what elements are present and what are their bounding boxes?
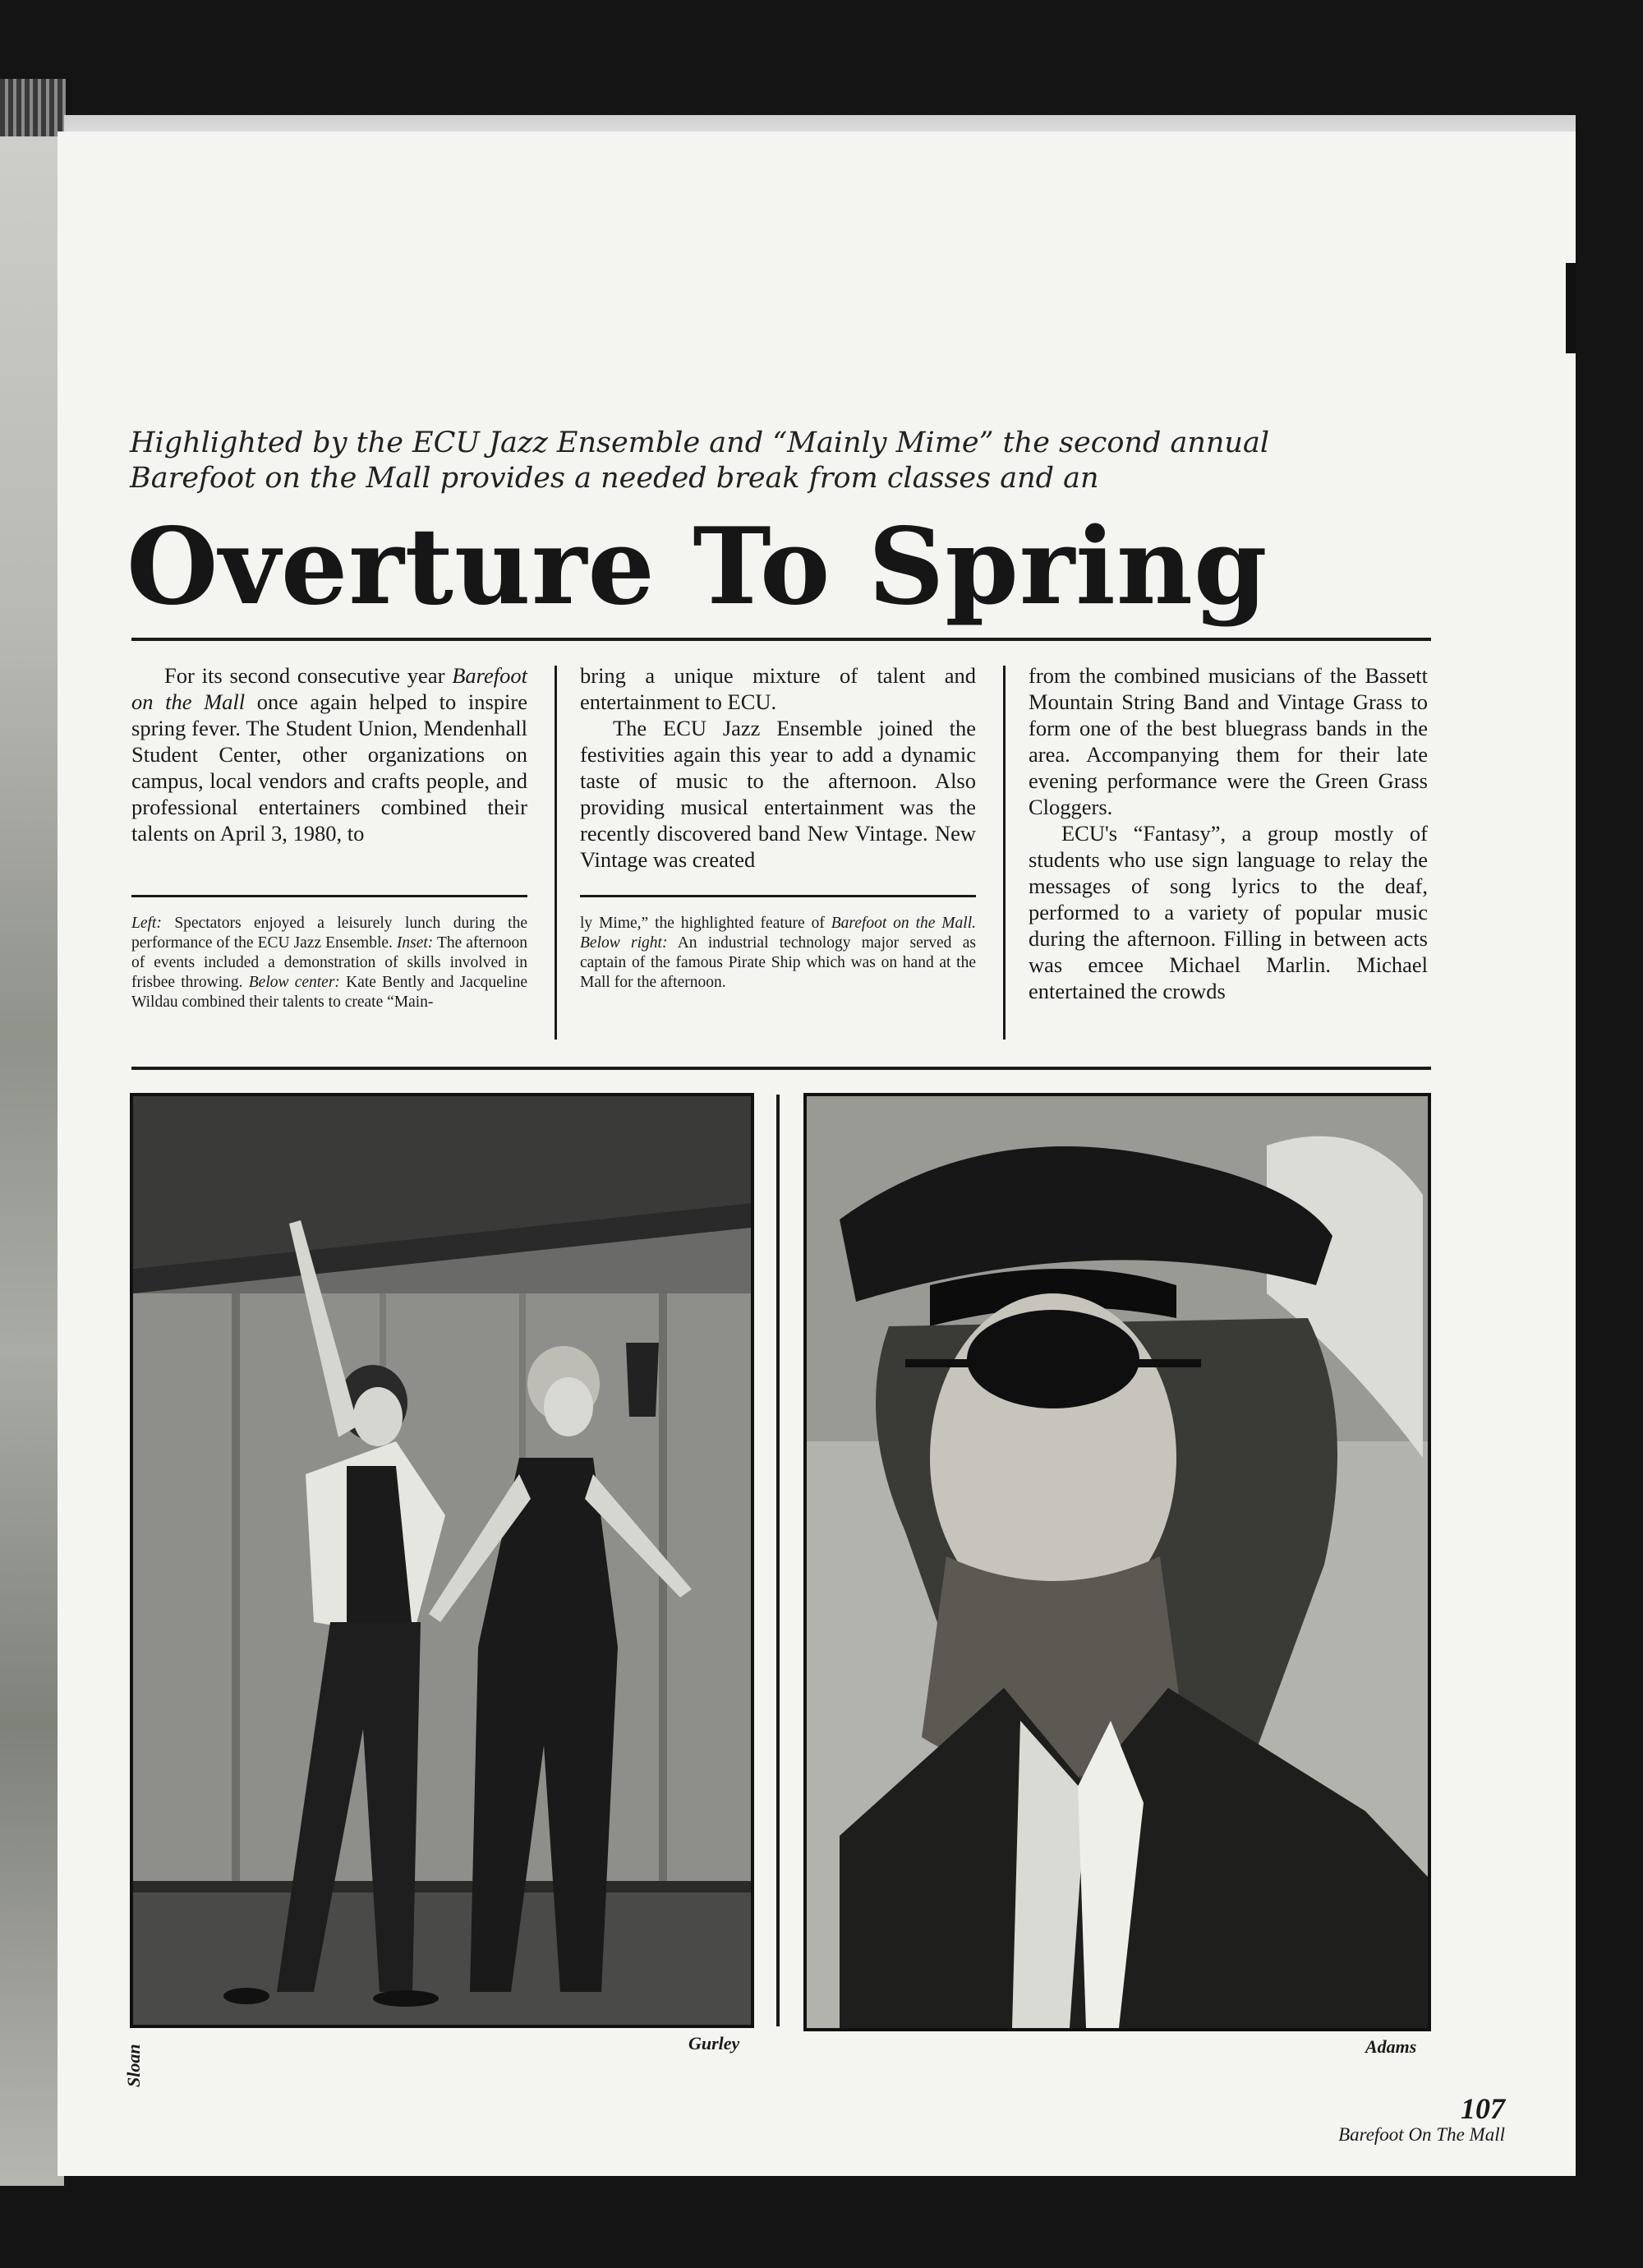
adjacent-page-photo-strip [0, 99, 64, 2186]
photo-caption-2: ly Mime,” the highlighted feature of Barefoot on the Mall. Below right: An industrial technology major served as captain of the famous Pirate Ship which was on hand at the Mall for the afternoon. [580, 915, 976, 991]
deck-line-2: Barefoot on the Mall provides a needed break from classes and an [130, 462, 1099, 495]
headline-deck [130, 426, 1362, 496]
pirate-captain-photo [803, 1093, 1431, 2031]
page-title: Overture To Spring [127, 505, 1268, 629]
dancers-illustration [133, 1096, 751, 2025]
column-divider-2 [1003, 666, 1006, 1040]
caption-rule-2 [580, 895, 976, 897]
event-name: Barefoot on the Mall [131, 663, 527, 714]
article-column-3 [1029, 662, 1428, 1004]
article-paragraph: bring a unique mixture of talent and entertainment to ECU. [580, 663, 976, 714]
article-column-2 [580, 662, 976, 873]
photo-credit-side: Sloan [123, 2044, 144, 2087]
caption-rule-1 [131, 895, 527, 897]
column-divider-1 [555, 666, 557, 1040]
article-paragraph: For its second consecutive year Barefoot on the Mall once again helped to inspire spring fever. The Student Union, Mendenhall Student Center, other organizations on campus, local vendors and crafts people, and professional entertainers combined their talents on April 3, 1980, to [131, 663, 527, 846]
article-paragraph: ECU's “Fantasy”, a group mostly of students who use sign language to relay the messages of song lyrics to the deaf, performed to a variety of popular music during the afternoon. Filling in between acts was emcee Michael Marlin. Michael entertained the crowds [1029, 821, 1428, 1003]
photo-credit-1: Gurley [688, 2033, 740, 2054]
photo-divider [776, 1095, 780, 2026]
section-name: Barefoot On The Mall [1338, 2124, 1505, 2145]
article-paragraph: from the combined musicians of the Bassett Mountain String Band and Vintage Grass to form one of the best bluegrass bands in the area. Accompanying them for their late evening performance were the Green Grass Cloggers. [1029, 663, 1428, 819]
spiral-binding [0, 79, 66, 136]
mime-performance-photo [130, 1093, 754, 2028]
photo-caption-1: Left: Spectators enjoyed a leisurely lunch during the performance of the ECU Jazz Ensemble. Inset: The afternoon of events included a demonstration of skills involved in frisbee throwing. Below center: Kate Bently and Jacqueline Wildau combined their talents to create “Main- [131, 915, 527, 1011]
article-paragraph: The ECU Jazz Ensemble joined the festivities again this year to add a dynamic taste of music to the afternoon. Also providing musical entertainment was the recently discovered band New Vintage. New Vintage was created [580, 716, 976, 872]
title-rule [131, 638, 1431, 641]
photo-section-rule [131, 1067, 1431, 1070]
page-edge-tab [1566, 263, 1576, 353]
photo-credit-2: Adams [1365, 2036, 1417, 2057]
pirate-illustration [807, 1096, 1428, 2028]
page-number: 107 [1461, 2092, 1505, 2125]
deck-line-1: Highlighted by the ECU Jazz Ensemble and “Mainly Mime” the second annual [130, 426, 1270, 459]
article-column-1 [131, 662, 527, 846]
